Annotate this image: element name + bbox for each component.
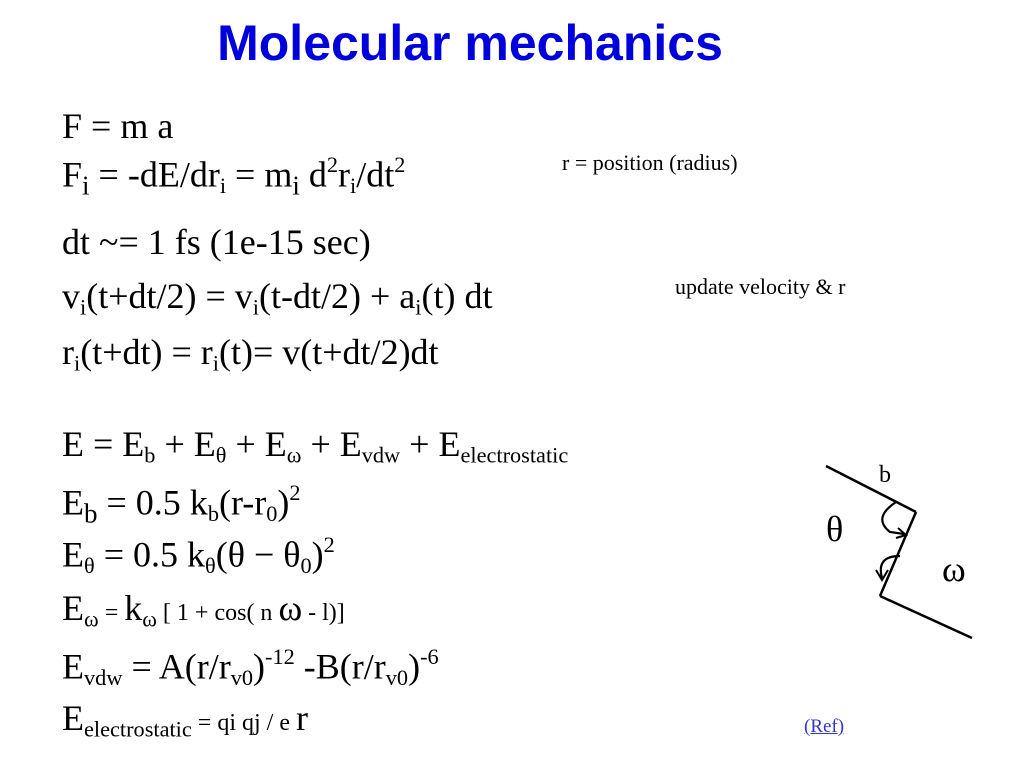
angle-part: = 0.5 k (94, 534, 206, 575)
energy-part: E = E (62, 424, 145, 464)
force-dt: /dt (356, 154, 395, 195)
update-note: update velocity & r (675, 274, 846, 299)
bond-sup: 2 (289, 480, 301, 505)
torsion-part: - l)] (302, 600, 345, 626)
velocity-sub-i: i (80, 294, 87, 320)
angle-sub: θ (205, 553, 216, 579)
force-sup: 2 (326, 152, 339, 177)
force-d: d (299, 154, 327, 195)
bond-sub: b (207, 501, 219, 527)
bond-part: = 0.5 k (97, 482, 208, 523)
position-note: r = position (radius) (562, 150, 738, 175)
vdw-part: -B(r/r (294, 646, 386, 687)
force-r: r (338, 154, 351, 195)
angle-E: E (62, 534, 84, 575)
bond-line-middle (880, 512, 916, 596)
vdw-part: ) (253, 646, 266, 687)
newton-text: F = m a (62, 106, 174, 146)
energy-part: + E (400, 424, 461, 464)
angle-sub: θ (84, 553, 95, 579)
energy-part: + E (226, 424, 287, 464)
vdw-E: E (62, 646, 84, 687)
vdw-part: = A(r/r (122, 646, 231, 687)
force-mass: = m (226, 154, 293, 195)
velocity-part: (t+dt/2) = v (86, 276, 253, 316)
energy-sub: vdw (361, 442, 401, 468)
energy-sub: electrostatic (460, 442, 569, 468)
force-mid: = -dE/dr (89, 154, 220, 195)
bond-line-top (826, 466, 916, 512)
energy-sub: θ (215, 442, 227, 468)
diagram-b-label: b (879, 462, 891, 488)
torsion-part: [ 1 + cos( n (156, 600, 279, 626)
position-sub-i: i (212, 350, 219, 376)
page-title: Molecular mechanics (217, 15, 723, 71)
ref-link[interactable]: (Ref) (804, 716, 845, 737)
velocity-part: (t-dt/2) + a (259, 276, 416, 316)
velocity-part: (t) dt (421, 276, 493, 316)
bond-part: ) (277, 482, 290, 523)
electro-r: r (296, 698, 308, 738)
bond-line-bottom (880, 596, 972, 638)
energy-sub: b (144, 442, 156, 468)
timestep-text: dt ~= 1 fs (1e-15 sec) (62, 222, 371, 262)
force-sub-i: i (219, 173, 227, 199)
electro-E: E (62, 698, 84, 738)
electro-sub: electrostatic (84, 716, 192, 742)
position-part: (t+dt) = r (80, 332, 213, 372)
vdw-sub: v0 (385, 665, 409, 691)
electro-part: = qi qj / e (191, 710, 296, 736)
velocity-sub-i: i (415, 294, 422, 320)
position-sub-i: i (74, 350, 81, 376)
angle-part: ) (311, 534, 324, 575)
torsion-E: E (62, 588, 84, 628)
vdw-sup: -12 (265, 644, 295, 669)
angle-sub: 0 (300, 553, 312, 579)
velocity-v: v (62, 276, 80, 316)
angle-part: (θ − θ (215, 534, 301, 575)
bond-sub: 0 (266, 501, 278, 527)
torsion-omega: ω (278, 588, 303, 628)
position-part: (t)= v(t+dt/2)dt (218, 332, 439, 372)
torsion-sub: ω (84, 606, 99, 632)
bond-E: E (62, 482, 84, 523)
vdw-sup: -6 (420, 644, 439, 669)
angle-sup: 2 (323, 532, 335, 557)
position-r: r (62, 332, 74, 372)
torsion-k: k (124, 588, 143, 628)
force-F: F (62, 154, 83, 195)
vdw-sub: vdw (84, 665, 123, 691)
force-sub-i: i (292, 170, 300, 201)
vdw-sub: v0 (230, 665, 254, 691)
force-sub-i: i (82, 170, 90, 201)
torsion-part: = (98, 600, 125, 626)
torsion-sub: ω (142, 606, 157, 632)
force-sup: 2 (394, 152, 406, 177)
bond-part: (r-r (218, 482, 267, 523)
energy-sub: ω (286, 442, 302, 468)
energy-part: + E (301, 424, 362, 464)
velocity-sub-i: i (252, 294, 259, 320)
diagram-omega-label: ω (942, 549, 966, 589)
force-sub-i: i (350, 173, 357, 199)
energy-part: + E (155, 424, 216, 464)
diagram-theta-label: θ (826, 509, 844, 549)
vdw-part: ) (408, 646, 421, 687)
bond-sub: b (84, 498, 98, 529)
